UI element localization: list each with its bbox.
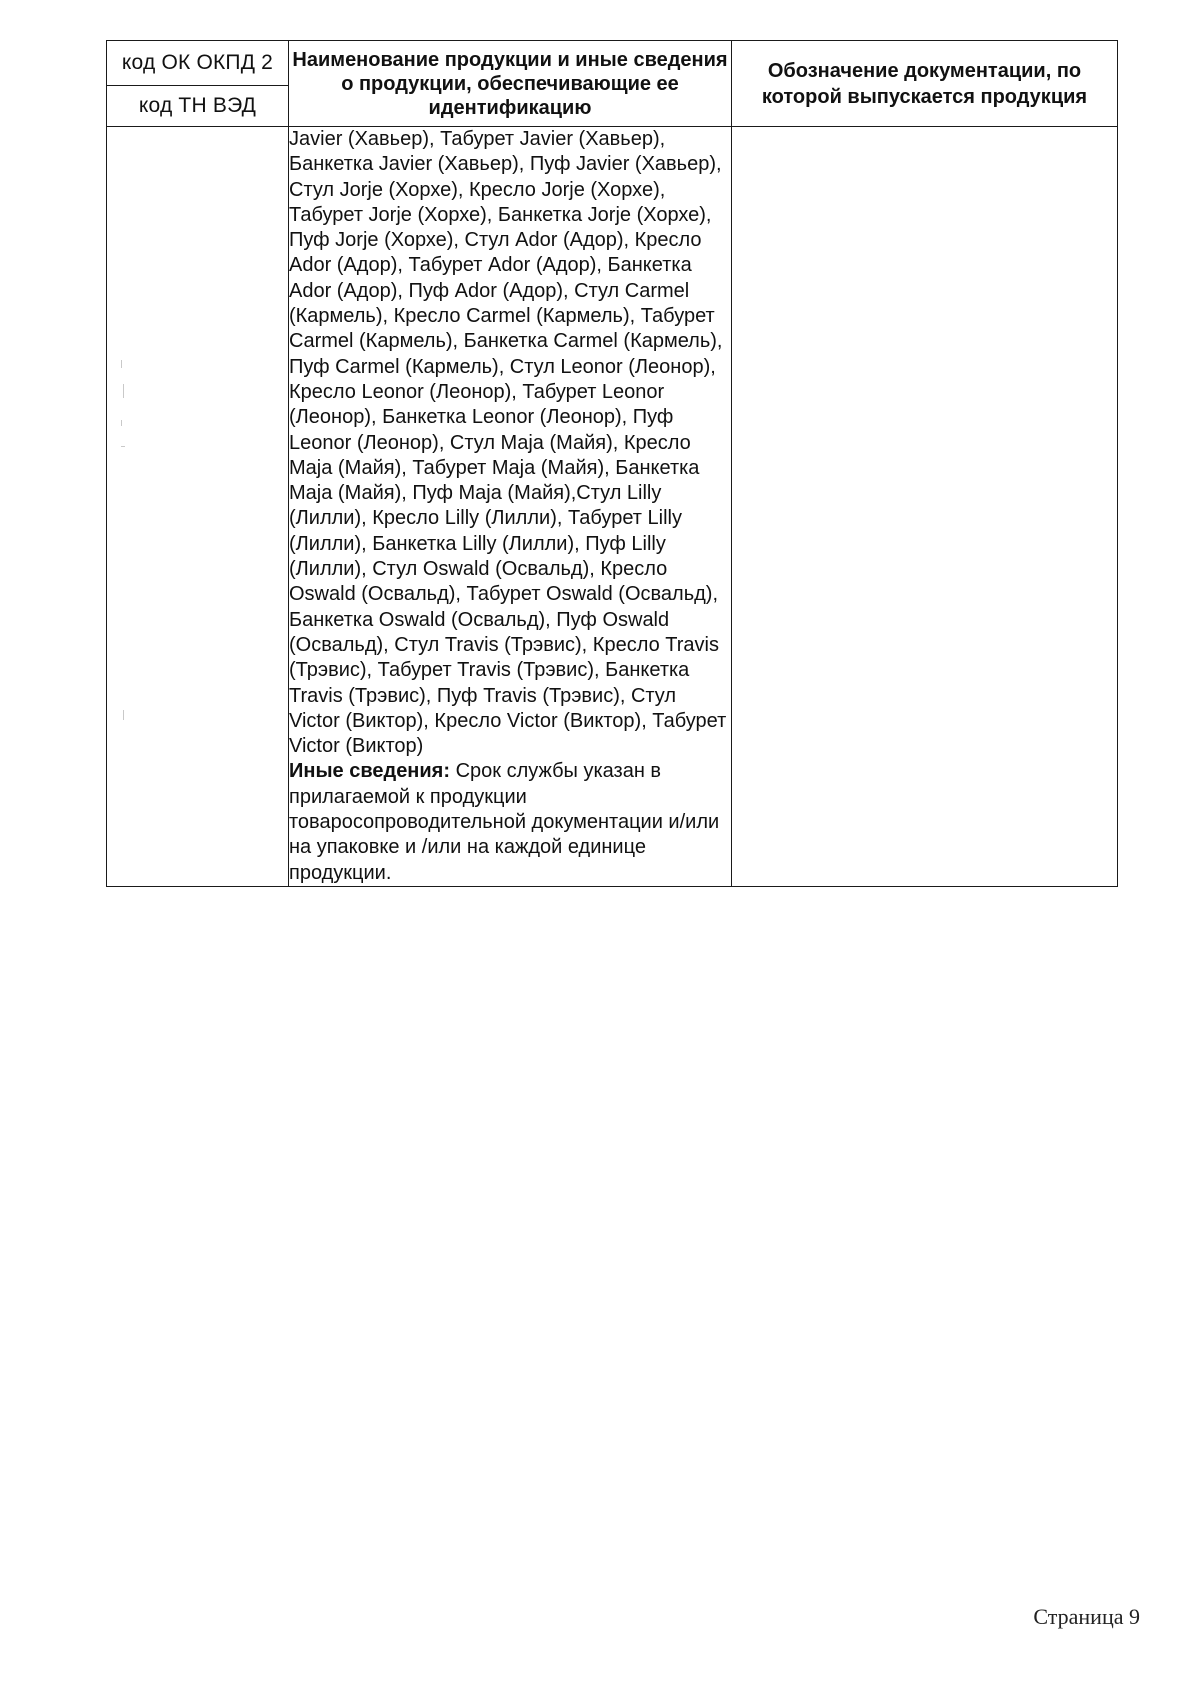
header-product-name: Наименование продукции и иные сведения о продукции, обеспечивающие ее идентификацию [289,41,732,127]
other-info-text: Срок службы указан в прилагаемой к продукции товаросопроводительной документации и/или на упаковке и /или на каждой единице продукции. [289,760,720,884]
scan-mark [121,446,125,447]
scan-mark [123,710,124,720]
scan-mark [121,420,122,426]
header-code-okpd: код ОК ОКПД 2 [107,41,289,86]
scan-mark [123,384,124,398]
header-documentation: Обозначение документации, по которой выпускается продукция [732,41,1118,127]
header-code-tnved: код ТН ВЭД [107,86,289,127]
row-documentation-cell [732,127,1118,887]
product-table [106,40,1118,887]
table-row [107,127,1118,887]
row-code-cell [107,127,289,887]
other-info-label: Иные сведения: [289,760,451,783]
header-row-1 [107,41,1118,86]
page-number: Страница 9 [1033,1604,1140,1629]
products-list-text: Javier (Хавьер), Табурет Javier (Хавьер), Банкетка Javier (Хавьер), Пуф Javier (Хавьер), Стул Jorje (Хорхе), Кресло Jorje (Хорхе), Табурет Jorje (Хорхе), Банкетка Jorje (Хорхе), Пуф Jorje (Хорхе), Стул Ador (Адор), Кресло Ador (Адор), Табурет Ador (Адор), Банкетка Ador (Адор), Пуф Ador (Адор), Стул Carmel (Кармель), Кресло Carmel (Кармель), Табурет Carmel (Кармель), Банкетка Carmel (Кармель), Пуф Carmel (Кармель), Стул Leonor (Леонор), Кресло Leonor (Леонор), Табурет Leonor (Леонор), Банкетка Leonor (Леонор), Пуф Leonor (Леонор), Стул Maja (Майя), Кресло Maja (Майя), Табурет Maja (Майя), Банкетка Maja (Майя), Пуф Maja (Майя),Стул Lilly (Лилли), Кресло Lilly (Лилли), Табурет Lilly (Лилли), Банкетка Lilly (Лилли), Пуф Lilly (Лилли), Стул Oswald (Освальд), Кресло Oswald (Освальд), Табурет Oswald (Освальд), Банкетка Oswald (Освальд), Пуф Oswald (Освальд), Стул Travis (Трэвис), Кресло Travis (Трэвис), Табурет Travis (Трэвис), Банкетка Travis (Трэвис), Пуф Travis (Трэвис), Стул Victor (Виктор), Кресло Victor (Виктор), Табурет Victor (Виктор) [289,128,727,758]
scan-mark [121,360,122,368]
row-product-cell [289,127,732,887]
